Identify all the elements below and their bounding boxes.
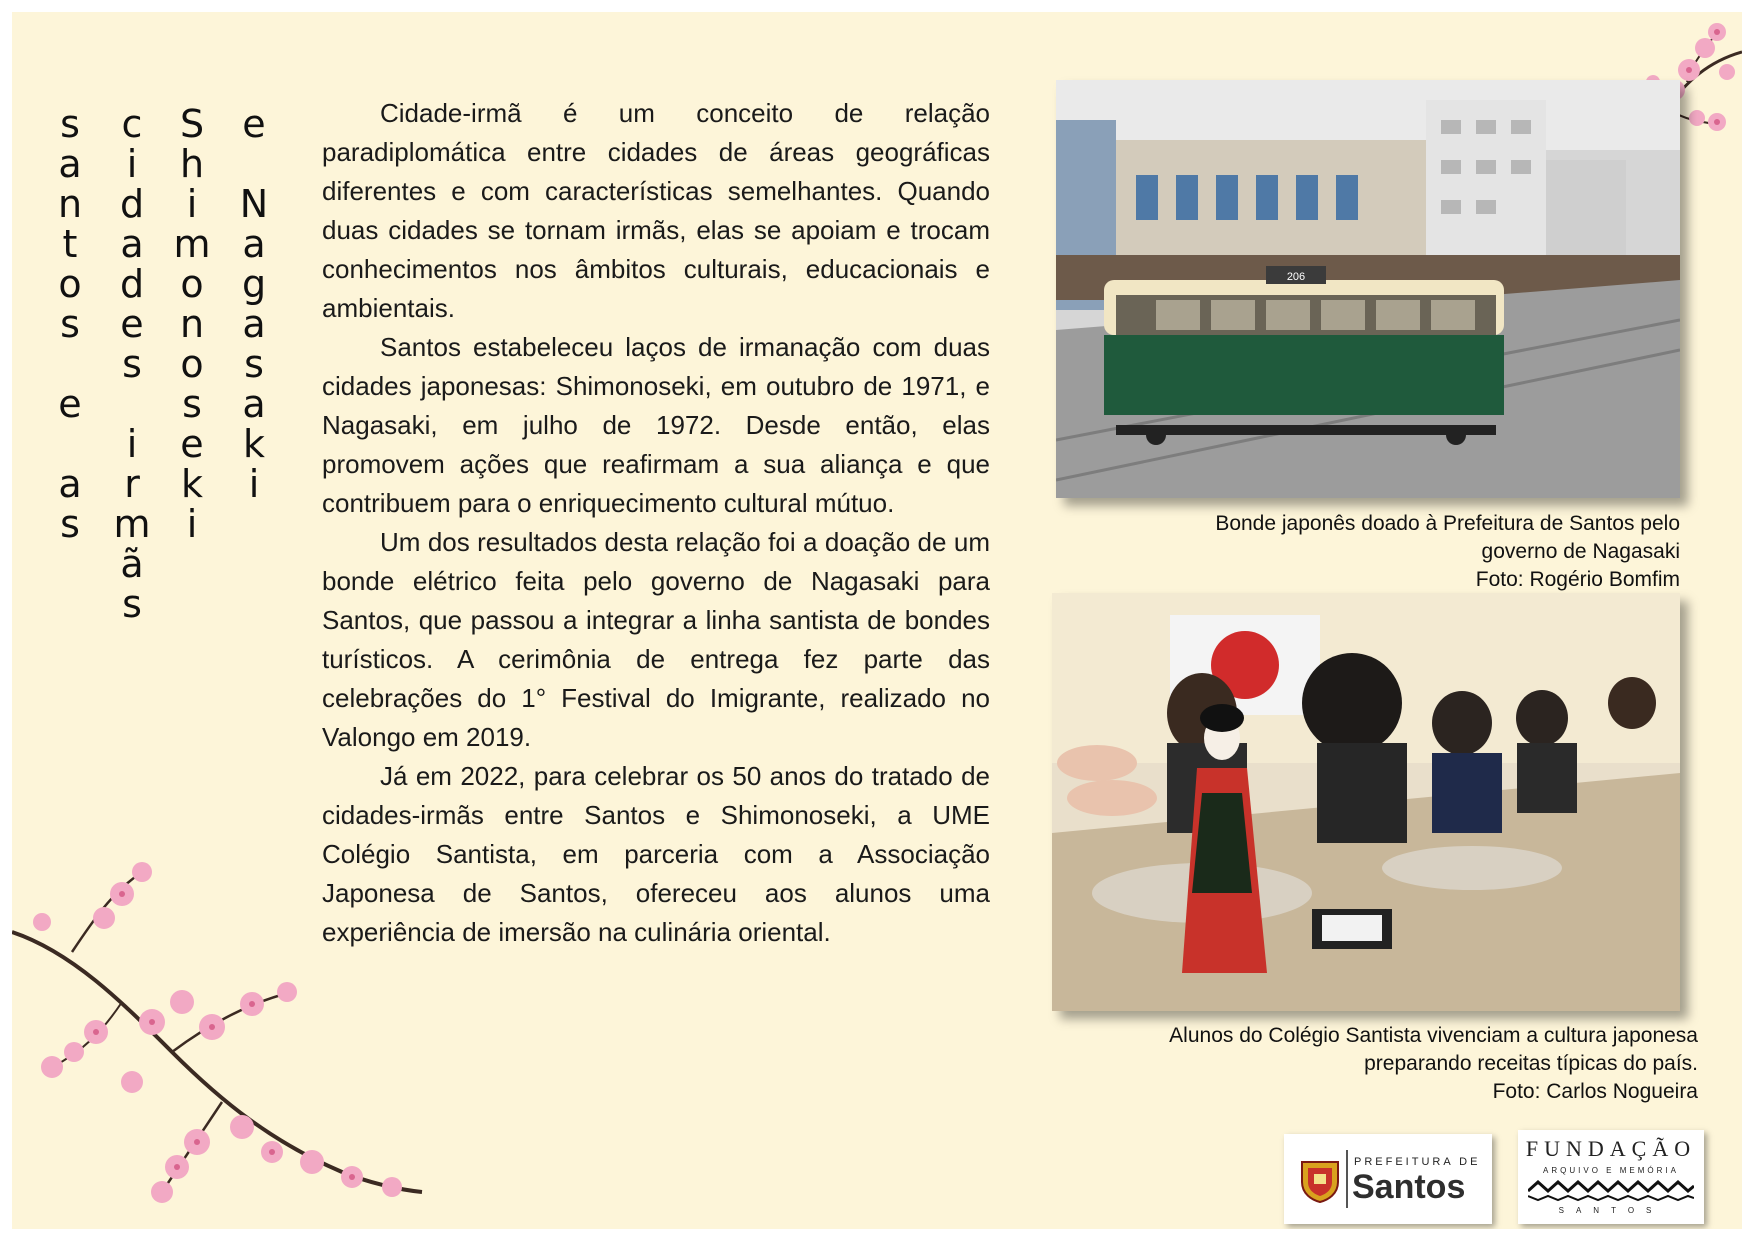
tram-caption-line-2: governo de Nagasaki bbox=[1481, 540, 1680, 563]
prefeitura-label: PREFEITURA DE bbox=[1354, 1156, 1481, 1168]
paragraph-4: Já em 2022, para celebrar os 50 anos do tratado de cidades-irmãs entre Santos e Shimonoseki, a UME Colégio Santista, em parceria com a Associação Japonesa de Santos, ofereceu aos alunos uma experiência de imersão na culinária oriental. bbox=[322, 761, 990, 947]
students-caption-line-2: preparando receitas típicas do país. bbox=[1364, 1052, 1698, 1075]
title-letter: d bbox=[119, 262, 145, 306]
title-letter: a bbox=[242, 302, 266, 346]
title-letter: i bbox=[126, 142, 138, 186]
santos-label: Santos bbox=[1352, 1168, 1466, 1206]
title-column-3 bbox=[172, 104, 212, 544]
title-letter: a bbox=[120, 222, 144, 266]
title-letter: a bbox=[58, 462, 82, 506]
students-photo bbox=[1052, 593, 1680, 1011]
title-letter: s bbox=[60, 502, 80, 546]
prefeitura-santos-logo bbox=[1284, 1134, 1492, 1224]
title-letter: o bbox=[58, 262, 82, 306]
title-letter: m bbox=[173, 222, 211, 266]
title-letter: e bbox=[180, 422, 204, 466]
title-letter: a bbox=[242, 222, 266, 266]
title-letter: n bbox=[179, 302, 205, 346]
title-letter: n bbox=[57, 182, 83, 226]
paragraph-3: Um dos resultados desta relação foi a doação de um bonde elétrico feita pelo governo de Nagasaki para Santos, que passou a integrar a linha santista de bondes turísticos. A cerimônia de entrega fez parte das celebrações do 1° Festival do Imigrante, realizado no Valongo em 2019. bbox=[322, 527, 990, 752]
title-letter: c bbox=[121, 102, 143, 146]
tram-number: 206 bbox=[1286, 271, 1306, 283]
students-caption-line-1: Alunos do Colégio Santista vivenciam a cultura japonesa bbox=[1169, 1024, 1698, 1047]
title-letter: a bbox=[58, 142, 82, 186]
paragraph-2: Santos estabeleceu laços de irmanação com duas cidades japonesas: Shimonoseki, em outubro de 1971, e Nagasaki, em julho de 1972. Desde então, elas promovem ações que reafirmam a sua aliança e que contribuem para o enriquecimento cultural mútuo. bbox=[322, 332, 990, 518]
title-letter: t bbox=[62, 222, 78, 266]
title-letter: s bbox=[122, 342, 142, 386]
page bbox=[12, 12, 1742, 1229]
title-letter: o bbox=[180, 262, 204, 306]
title-letter: ã bbox=[120, 542, 144, 586]
fundacao-arquivo-memoria-logo bbox=[1518, 1130, 1704, 1224]
title-column-2 bbox=[112, 104, 152, 624]
title-letter bbox=[234, 144, 274, 184]
title-letter: s bbox=[244, 342, 264, 386]
tram-caption bbox=[1056, 510, 1680, 594]
title-letter: d bbox=[119, 182, 145, 226]
title-letter: k bbox=[242, 422, 265, 466]
title-letter: k bbox=[180, 462, 203, 506]
title-letter: s bbox=[182, 382, 202, 426]
santos-small-label: SANTOS bbox=[1558, 1206, 1664, 1215]
tram-photo bbox=[1056, 80, 1680, 498]
title-letter: r bbox=[124, 462, 140, 506]
title-letter: i bbox=[126, 422, 138, 466]
tram-caption-line-1: Bonde japonês doado à Prefeitura de Santos pelo bbox=[1215, 512, 1680, 535]
title-letter: e bbox=[58, 382, 82, 426]
title-letter: s bbox=[60, 302, 80, 346]
title-column-4 bbox=[234, 104, 274, 504]
title-letter bbox=[50, 424, 90, 464]
pattern-decoration-icon bbox=[1528, 1180, 1694, 1202]
title-letter: a bbox=[242, 382, 266, 426]
title-letter: i bbox=[186, 182, 198, 226]
title-letter bbox=[112, 384, 152, 424]
fundacao-label: FUNDAÇÃO bbox=[1525, 1136, 1697, 1161]
paragraph-1: Cidade-irmã é um conceito de relação paradiplomática entre cidades de áreas geográficas diferentes e com características semelhantes. Quando duas cidades se tornam irmãs, elas se apoiam e trocam conhecimentos nos âmbitos culturais, educacionais e ambientais. bbox=[322, 98, 990, 323]
article-body bbox=[322, 94, 990, 952]
title-letter: o bbox=[180, 342, 204, 386]
title-letter: i bbox=[186, 502, 198, 546]
title-letter: e bbox=[242, 102, 266, 146]
title-letter: S bbox=[179, 102, 205, 146]
title-letter: m bbox=[113, 502, 151, 546]
title-letter: h bbox=[179, 142, 205, 186]
title-letter bbox=[50, 344, 90, 384]
students-caption bbox=[1012, 1022, 1698, 1106]
title-column-1 bbox=[50, 104, 90, 544]
title-letter: g bbox=[241, 262, 267, 306]
title-letter: s bbox=[60, 102, 80, 146]
coat-of-arms-icon bbox=[1298, 1156, 1342, 1204]
arquivo-memoria-label: ARQUIVO E MEMÓRIA bbox=[1543, 1166, 1679, 1175]
title-letter: s bbox=[122, 582, 142, 626]
title-letter: e bbox=[120, 302, 144, 346]
students-caption-line-3: Foto: Carlos Nogueira bbox=[1492, 1080, 1698, 1103]
title-letter: N bbox=[239, 182, 269, 226]
tram-caption-line-3: Foto: Rogério Bomfim bbox=[1475, 568, 1680, 591]
title-letter: i bbox=[248, 462, 260, 506]
